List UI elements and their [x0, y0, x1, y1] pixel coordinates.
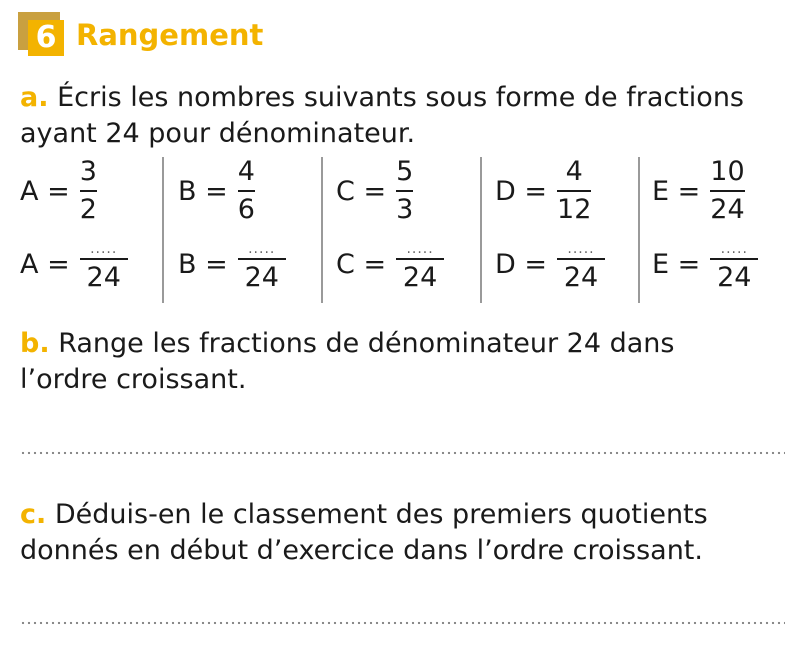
denominator: 24 [86, 262, 121, 293]
equals-sign: = [677, 248, 701, 280]
fraction-given [652, 155, 745, 227]
fraction-name: B [178, 175, 197, 207]
equals-sign: = [205, 175, 228, 207]
fraction-name: A [20, 175, 39, 207]
part-b-instruction [20, 326, 785, 398]
exercise-number: 6 [28, 20, 64, 56]
fraction-name: D [495, 175, 516, 207]
fraction-name: D [495, 248, 516, 280]
column-divider [480, 157, 482, 303]
part-c-line2: donnés en début d’exercice dans l’ordre croissant. [20, 535, 703, 566]
part-c-instruction [20, 497, 785, 569]
column-divider [321, 157, 323, 303]
denominator: 24 [244, 262, 279, 293]
fraction-name: A [20, 248, 39, 280]
exercise-title: Rangement [76, 18, 264, 52]
fraction-name: C [336, 175, 355, 207]
numerator-blank[interactable]: ..... [406, 241, 434, 257]
fraction-name: E [652, 175, 670, 207]
fraction [396, 233, 444, 295]
numerator: 3 [79, 156, 97, 187]
fractions-table [20, 155, 785, 305]
numerator-blank[interactable]: ..... [90, 241, 118, 257]
part-a-line2: ayant 24 pour dénominateur. [20, 118, 416, 149]
part-b-text1: Range les fractions de dénominateur 24 dans [58, 328, 675, 359]
fraction-given [495, 155, 591, 227]
column-divider [162, 157, 164, 303]
fraction-bar [80, 190, 97, 192]
denominator: 3 [396, 194, 414, 225]
denominator: 24 [402, 262, 438, 293]
fraction [396, 155, 413, 227]
part-b-letter: b. [20, 328, 50, 359]
answer-line-b[interactable] [20, 451, 785, 455]
fraction-bar [80, 258, 128, 260]
fraction-answer [652, 233, 758, 295]
numerator-blank[interactable]: ..... [720, 241, 748, 257]
fraction-given [336, 155, 413, 227]
exercise-number-badge [18, 12, 66, 56]
denominator: 24 [563, 262, 599, 293]
fraction-bar [557, 190, 591, 192]
part-b-line1 [20, 326, 785, 362]
fraction-answer [495, 233, 605, 295]
part-a-letter: a. [20, 82, 49, 113]
fraction [710, 233, 758, 295]
fraction [557, 155, 591, 227]
denominator: 6 [237, 194, 255, 225]
numerator: 10 [710, 156, 745, 187]
equals-sign: = [47, 248, 70, 280]
fraction-bar [710, 258, 758, 260]
equals-sign: = [524, 248, 548, 280]
fraction-given [20, 155, 97, 227]
fraction-bar [238, 190, 255, 192]
fraction-bar [557, 258, 605, 260]
numerator: 4 [237, 156, 255, 187]
equals-sign: = [363, 175, 387, 207]
denominator: 12 [557, 194, 592, 225]
column-divider [638, 157, 640, 303]
fraction-answer [336, 233, 444, 295]
fraction [80, 233, 128, 295]
part-a-text1: Écris les nombres suivants sous forme de fractions [57, 82, 744, 113]
fraction [80, 155, 97, 227]
answer-line-c[interactable] [20, 621, 785, 625]
equals-sign: = [47, 175, 70, 207]
numerator: 5 [396, 156, 414, 187]
fraction-answer [20, 233, 128, 295]
fraction-answer [178, 233, 286, 295]
fraction-bar [710, 190, 744, 192]
equals-sign: = [363, 248, 387, 280]
fraction-name: B [178, 248, 197, 280]
part-a-instruction [20, 80, 785, 152]
numerator: 4 [565, 156, 583, 187]
fraction-given [178, 155, 255, 227]
part-b-line2: l’ordre croissant. [20, 364, 247, 395]
fraction-name: E [652, 248, 670, 280]
fraction [238, 155, 255, 227]
equals-sign: = [524, 175, 548, 207]
part-c-text1: Déduis-en le classement des premiers quotients [54, 499, 708, 530]
part-a-line1 [20, 80, 785, 116]
fraction-bar [396, 258, 444, 260]
fraction [238, 233, 286, 295]
fraction-bar [396, 190, 413, 192]
fraction [710, 155, 744, 227]
fraction-name: C [336, 248, 355, 280]
equals-sign: = [205, 248, 228, 280]
part-c-line1 [20, 497, 785, 533]
denominator: 24 [717, 262, 752, 293]
fraction-bar [238, 258, 286, 260]
equals-sign: = [677, 175, 701, 207]
exercise-header [18, 12, 318, 56]
denominator: 2 [79, 194, 97, 225]
denominator: 24 [710, 194, 745, 225]
numerator-blank[interactable]: ..... [248, 241, 276, 257]
fraction [557, 233, 605, 295]
numerator-blank[interactable]: ..... [567, 241, 595, 257]
part-c-letter: c. [20, 499, 47, 530]
